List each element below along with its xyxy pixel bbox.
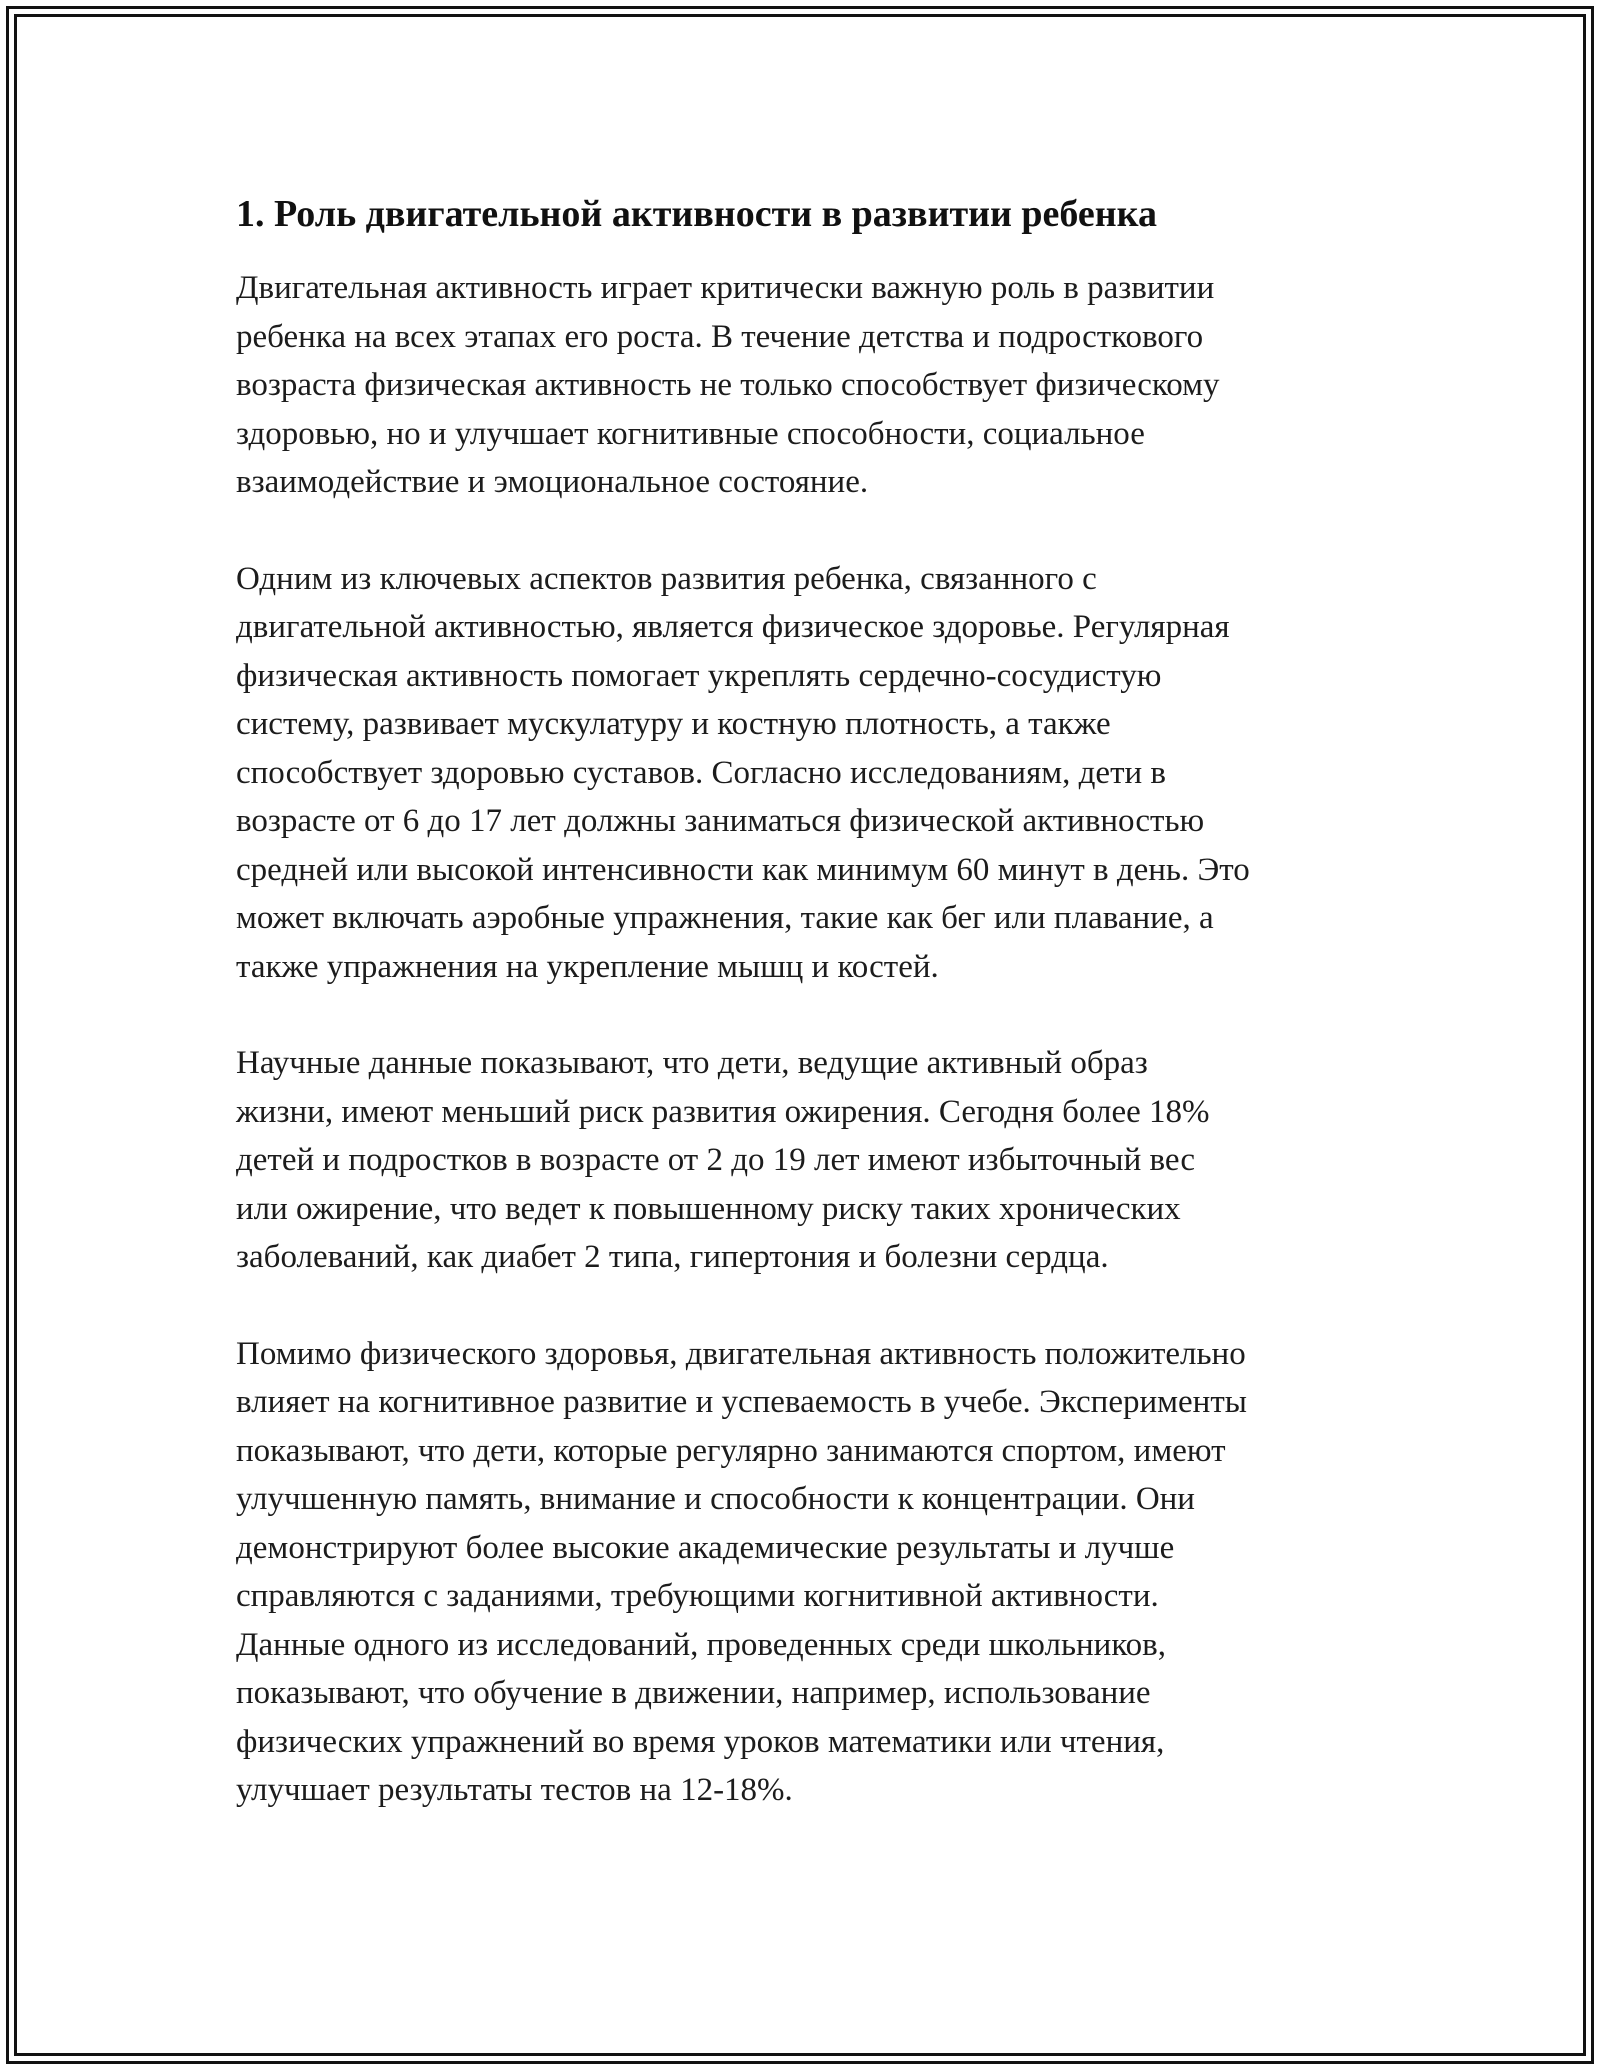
text-line: средней или высокой интенсивности как минимум 60 минут в день. Это xyxy=(236,851,1250,888)
text-line: показывают, что обучение в движении, например, использование xyxy=(236,1675,1151,1711)
paragraph-3 xyxy=(236,1039,1396,1282)
text-line: способствует здоровью суставов. Согласно исследованиям, дети в xyxy=(236,754,1166,791)
text-line: Двигательная активность играет критически важную роль в развитии xyxy=(236,270,1215,306)
text-line: Данные одного из исследований, проведенных среди школьников, xyxy=(236,1626,1167,1663)
text-line: или ожирение, что ведет к повышенному риску таких хронических xyxy=(236,1190,1181,1227)
text-line: заболеваний, как диабет 2 типа, гипертония и болезни сердца. xyxy=(236,1239,1109,1275)
text-line: Научные данные показывают, что дети, ведущие активный образ xyxy=(236,1045,1148,1081)
section-heading: 1. Роль двигательной активности в развитии ребенка xyxy=(236,193,1157,235)
text-line: Одним из ключевых аспектов развития ребенка, связанного с xyxy=(236,560,1097,597)
text-line: также упражнения на укрепление мышц и костей. xyxy=(236,948,939,985)
text-line: показывают, что дети, которые регулярно занимаются спортом, имеют xyxy=(236,1432,1226,1469)
text-line: взаимодействие и эмоциональное состояние. xyxy=(236,464,869,500)
text-line: детей и подростков в возрасте от 2 до 19 лет имеют избыточный вес xyxy=(236,1142,1196,1178)
text-line: двигательной активностью, является физическое здоровье. Регулярная xyxy=(236,609,1230,645)
document-body xyxy=(236,186,1396,1863)
text-line: справляются с заданиями, требующими когнитивной активности. xyxy=(236,1578,1159,1614)
text-line: может включать аэробные упражнения, такие как бег или плавание, а xyxy=(236,900,1214,936)
text-line: Помимо физического здоровья, двигательная активность положительно xyxy=(236,1335,1246,1372)
text-line: ребенка на всех этапах его роста. В течение детства и подросткового xyxy=(236,318,1204,355)
text-line: здоровью, но и улучшает когнитивные способности, социальное xyxy=(236,415,1145,452)
text-line: жизни, имеют меньший риск развития ожирения. Сегодня более 18% xyxy=(236,1093,1210,1130)
text-line: влияет на когнитивное развитие и успеваемость в учебе. Эксперименты xyxy=(236,1384,1247,1420)
text-line: улучшает результаты тестов на 12-18%. xyxy=(236,1772,793,1808)
text-line: физическая активность помогает укреплять сердечно-сосудистую xyxy=(236,657,1162,694)
text-line: улучшенную память, внимание и способности к концентрации. Они xyxy=(236,1481,1195,1517)
text-line: возрасте от 6 до 17 лет должны заниматься физической активностью xyxy=(236,803,1205,839)
text-line: физических упражнений во время уроков математики или чтения, xyxy=(236,1723,1165,1760)
text-line: систему, развивает мускулатуру и костную плотность, а также xyxy=(236,706,1111,742)
paragraph-2 xyxy=(236,555,1396,992)
text-line: демонстрируют более высокие академические результаты и лучше xyxy=(236,1529,1175,1566)
paragraph-1 xyxy=(236,264,1396,507)
paragraph-4 xyxy=(236,1330,1396,1815)
text-line: возраста физическая активность не только способствует физическому xyxy=(236,367,1220,403)
